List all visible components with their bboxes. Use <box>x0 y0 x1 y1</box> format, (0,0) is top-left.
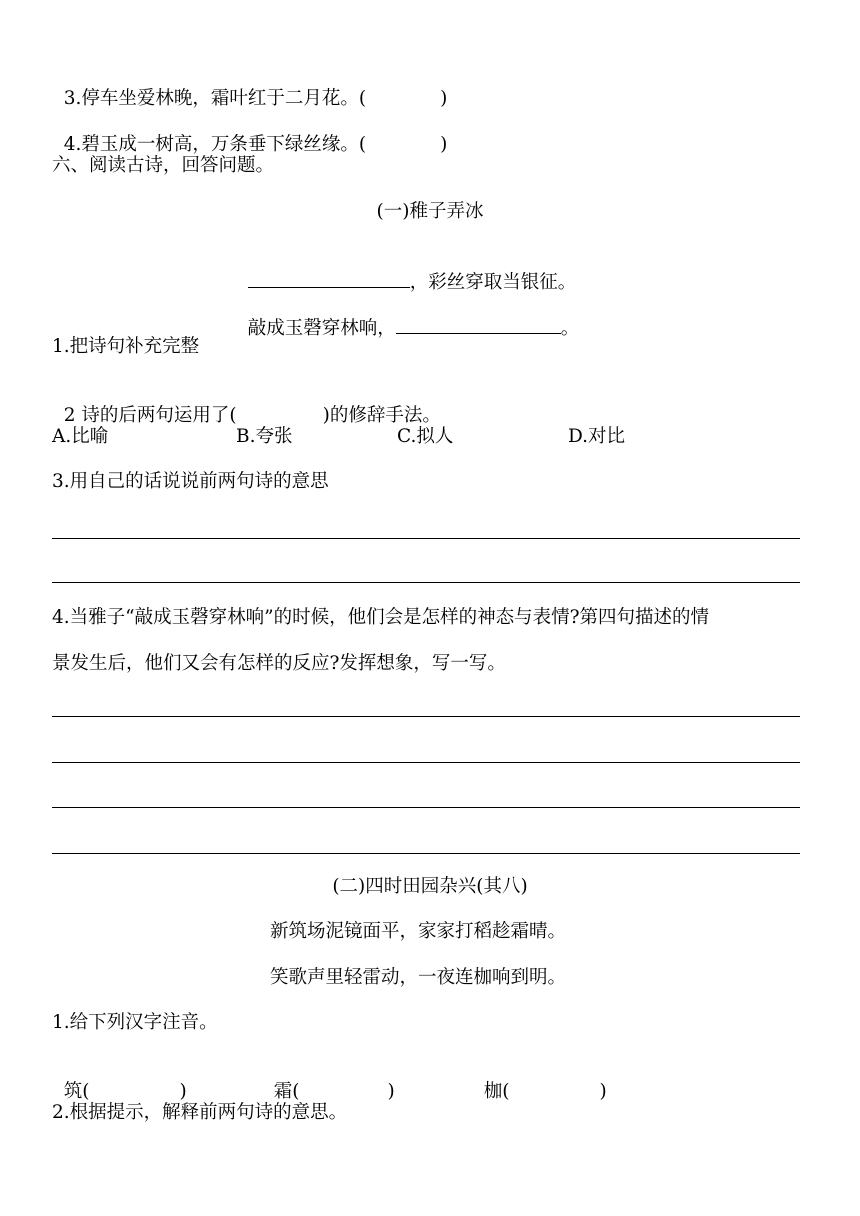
poem-line-1: 新筑场泥镜面平，家家打稻趁霜晴。 <box>270 921 567 942</box>
section-heading: 六、阅读古诗，回答问题。 <box>52 155 275 176</box>
question-text: 3.停车坐爱林晚，霜叶红于二月花。( <box>63 88 367 109</box>
question-item-3: 3.停车坐爱林晚，霜叶红于二月花。( ) <box>63 88 448 109</box>
question-2: 2 诗的后两句运用了( )的修辞手法。 <box>63 405 441 426</box>
answer-line[interactable] <box>52 538 800 539</box>
poem-line-2: 敲成玉磬穿林响， 。 <box>236 291 579 341</box>
option-d[interactable]: D.对比 <box>568 426 626 447</box>
question-text: 4.碧玉成一树高，万条垂下绿丝缘。( <box>63 134 367 155</box>
option-a[interactable]: A.比喻 <box>52 426 109 447</box>
question-4-line-2: 景发生后，他们又会有怎样的反应?发挥想象，写一写。 <box>52 653 506 674</box>
question-item-4: 4.碧玉成一树高，万条垂下绿丝缘。( ) <box>63 134 448 155</box>
option-c[interactable]: C.拟人 <box>397 426 454 447</box>
poem-title: (二)四时田园杂兴(其八) <box>332 876 528 897</box>
pinyin-item-3: 枷( ) <box>483 1081 607 1102</box>
fill-blank[interactable] <box>248 269 410 288</box>
poem-title: (一)稚子弄冰 <box>376 201 484 222</box>
fill-blank[interactable] <box>396 315 561 334</box>
answer-line[interactable] <box>52 762 800 763</box>
answer-line[interactable] <box>52 716 800 717</box>
question-2: 2.根据提示，解释前两句诗的意思。 <box>52 1102 348 1123</box>
pinyin-item-2: 霜( ) <box>273 1081 395 1102</box>
question-1: 1.给下列汉字注音。 <box>52 1012 218 1033</box>
pinyin-item-1: 筑( ) <box>63 1081 187 1102</box>
question-1: 1.把诗句补充完整 <box>52 336 200 357</box>
poem-line-2: 笑歌声里轻雷动，一夜连枷响到明。 <box>270 967 567 988</box>
answer-line[interactable] <box>52 807 800 808</box>
poem-line-1: ，彩丝穿取当银征。 <box>236 245 576 295</box>
option-b[interactable]: B.夸张 <box>236 426 293 447</box>
answer-line[interactable] <box>52 582 800 583</box>
answer-line[interactable] <box>52 853 800 854</box>
question-4-line-1: 4.当雅子“敲成玉磬穿林响”的时候，他们会是怎样的神态与表情?第四句描述的情 <box>52 607 709 628</box>
question-3: 3.用自己的话说说前两句诗的意思 <box>52 471 329 492</box>
